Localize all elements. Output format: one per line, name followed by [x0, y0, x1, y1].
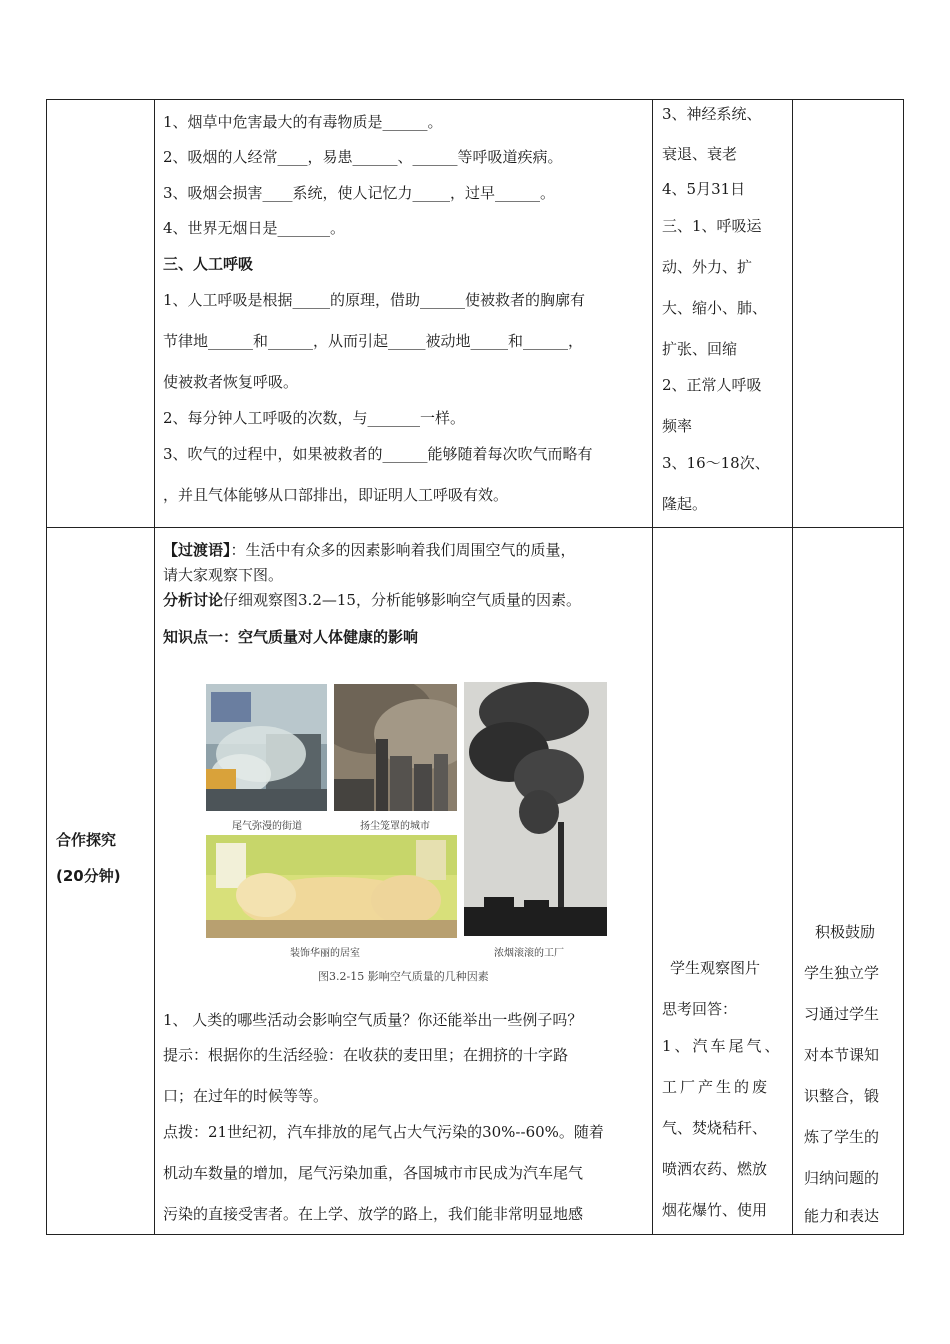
table-col-line-5	[903, 99, 904, 1235]
question-line: 口；在过年的时候等等。	[163, 1087, 329, 1105]
content-line: 使被救者恢复呼吸。	[163, 373, 299, 391]
intent-line: 对本节课知	[804, 1046, 880, 1064]
knowledge-point: 知识点一：空气质量对人体健康的影响	[163, 628, 419, 646]
content-line: 节律地______和______，从而引起_____被动地_____和______，	[163, 332, 584, 350]
content-line: 4、世界无烟日是_______。	[163, 219, 346, 237]
table-col-line-4	[792, 99, 793, 1235]
section-heading: 三、人工呼吸	[163, 255, 254, 273]
stage-time: (20分钟)	[56, 867, 121, 885]
answer-line: 大、缩小、肺、	[662, 299, 768, 317]
table-bottom-border	[46, 1234, 904, 1235]
answer-line: 三、1、呼吸运	[662, 217, 762, 235]
transition-text-2: 请大家观察下图。	[163, 566, 284, 584]
content-line: 1、人工呼吸是根据_____的原理，借助______使被救者的胸廓有	[163, 291, 586, 309]
answer-line: 动、外力、扩	[662, 258, 753, 276]
answer-line: 扩张、回缩	[662, 340, 738, 358]
question-line: 1、 人类的哪些活动会影响空气质量？你还能举出一些例子吗？	[163, 1011, 583, 1029]
transition-label: 【过渡语】	[163, 541, 231, 559]
content-line: 3、吹气的过程中，如果被救者的______能够随着每次吹气而略有	[163, 445, 593, 463]
table-top-border	[46, 99, 904, 100]
answer-line: 频率	[662, 417, 693, 435]
table-col-line-3	[652, 99, 653, 1235]
figure-title: 图3.2-15 影响空气质量的几种因素	[318, 970, 489, 983]
answer-line: 3、16～18次、	[662, 454, 770, 472]
figure-caption: 尾气弥漫的街道	[232, 821, 302, 832]
question-line: 污染的直接受害者。在上学、放学的路上，我们能非常明显地感	[163, 1205, 584, 1223]
discussion-line	[163, 590, 581, 610]
student-line: 1、汽车尾气、	[662, 1037, 783, 1055]
intent-line: 炼了学生的	[804, 1128, 880, 1146]
content-line: 2、吸烟的人经常____，易患______、______等呼吸道疾病。	[163, 148, 563, 166]
table-row-divider	[46, 527, 904, 528]
transition-text: ：生活中有众多的因素影响着我们周围空气的质量，	[230, 541, 576, 559]
street-exhaust-photo	[206, 684, 327, 811]
content-line: ，并且气体能够从口部排出，即证明人工呼吸有效。	[163, 486, 509, 504]
content-line: 2、每分钟人工呼吸的次数，与_______一样。	[163, 409, 466, 427]
student-line: 思考回答：	[662, 1000, 738, 1018]
student-line: 气、焚烧秸秆、	[662, 1119, 768, 1137]
answer-line: 衰退、衰老	[662, 145, 738, 163]
answer-line: 隆起。	[662, 495, 708, 513]
intent-line: 归纳问题的	[804, 1169, 880, 1187]
decorated-room-photo	[206, 835, 457, 938]
table-col-line-1	[46, 99, 47, 1235]
question-line: 提示：根据你的生活经验：在收获的麦田里；在拥挤的十字路	[163, 1046, 569, 1064]
dusty-city-photo	[334, 684, 457, 811]
intent-line: 积极鼓励	[815, 923, 876, 941]
figure-caption: 扬尘笼罩的城市	[360, 821, 430, 832]
intent-line: 习通过学生	[804, 1005, 880, 1023]
content-line: 1、烟草中危害最大的有毒物质是______。	[163, 113, 443, 131]
figure-caption: 装饰华丽的居室	[290, 948, 360, 959]
question-line: 机动车数量的增加，尾气污染加重，各国城市市民成为汽车尾气	[163, 1164, 584, 1182]
student-line: 喷洒农药、燃放	[662, 1160, 768, 1178]
intent-line: 识整合，锻	[804, 1087, 880, 1105]
answer-line: 2、正常人呼吸	[662, 376, 762, 394]
student-line: 学生观察图片	[670, 959, 761, 977]
answer-line: 4、5月31日	[662, 180, 746, 198]
student-line: 烟花爆竹、使用	[662, 1201, 768, 1219]
stage-title: 合作探究	[56, 831, 117, 849]
discussion-label: 分析讨论	[163, 591, 224, 609]
student-line: 工厂产生的废	[662, 1078, 771, 1096]
intent-line: 学生独立学	[804, 964, 880, 982]
question-line: 点拨：21世纪初，汽车排放的尾气占大气污染的30%--60%。随着	[163, 1123, 604, 1141]
intent-line: 能力和表达	[804, 1207, 880, 1225]
factory-smoke-photo	[464, 682, 607, 936]
figure-caption: 浓烟滚滚的工厂	[494, 948, 564, 959]
discussion-text: 仔细观察图3.2—15，分析能够影响空气质量的因素。	[223, 591, 581, 609]
answer-line: 3、神经系统、	[662, 105, 762, 123]
transition-line	[163, 540, 576, 560]
content-line: 3、吸烟会损害____系统，使人记忆力_____，过早______。	[163, 184, 556, 202]
table-col-line-2	[154, 99, 155, 1235]
